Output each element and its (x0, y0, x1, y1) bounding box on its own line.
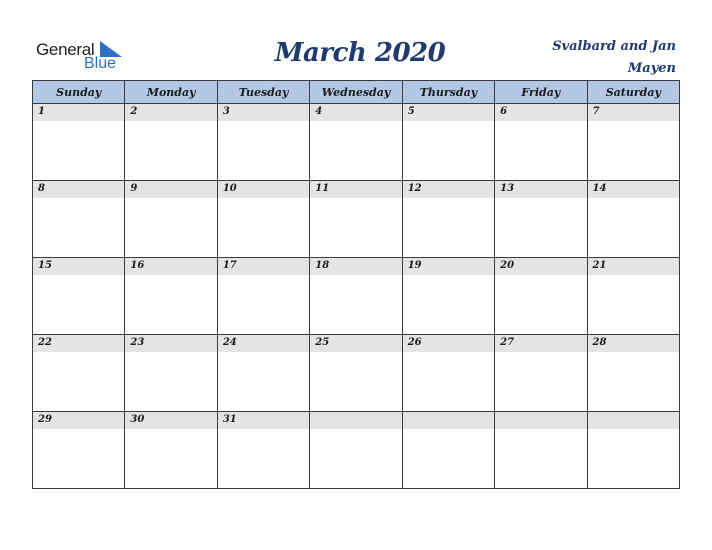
day-cell[interactable] (125, 258, 217, 335)
generalblue-logo (36, 40, 136, 74)
day-number-strip (310, 412, 401, 429)
weekday-saturday: Saturday (587, 81, 679, 104)
day-number-strip (125, 104, 216, 121)
weekday-tuesday: Tuesday (217, 81, 309, 104)
day-number: 1 (38, 106, 45, 117)
day-number: 21 (592, 260, 607, 271)
day-number-strip (33, 181, 124, 198)
day-cell[interactable] (587, 181, 679, 258)
day-cell[interactable] (217, 181, 309, 258)
day-cell[interactable] (587, 104, 679, 181)
weekday-friday: Friday (495, 81, 587, 104)
region-line-2: Mayen (627, 61, 676, 76)
day-cell[interactable] (33, 181, 125, 258)
day-notes-area (588, 275, 679, 333)
calendar-grid (32, 80, 680, 489)
day-number: 8 (38, 183, 45, 194)
day-notes-area (33, 121, 124, 179)
day-cell[interactable] (33, 104, 125, 181)
day-cell[interactable] (310, 258, 402, 335)
day-cell[interactable] (310, 335, 402, 412)
calendar-body (33, 104, 680, 489)
weekday-header-row (33, 81, 680, 104)
day-number: 16 (130, 260, 145, 271)
day-number-strip (218, 104, 309, 121)
day-number-strip (125, 181, 216, 198)
day-notes-area (588, 429, 679, 487)
day-number-strip (588, 335, 679, 352)
day-number: 5 (407, 106, 415, 117)
day-number-strip (310, 335, 401, 352)
day-cell[interactable] (310, 412, 402, 489)
day-cell[interactable] (495, 335, 587, 412)
day-number: 29 (38, 414, 52, 425)
day-number-strip (495, 104, 586, 121)
day-number-strip (588, 412, 679, 429)
day-number-strip (588, 104, 679, 121)
day-cell[interactable] (217, 258, 309, 335)
day-number-strip (403, 412, 494, 429)
day-number: 12 (407, 183, 422, 194)
day-number: 19 (407, 260, 422, 271)
day-notes-area (495, 352, 586, 410)
day-notes-area (218, 352, 309, 410)
day-number: 3 (222, 106, 230, 117)
day-notes-area (495, 429, 586, 487)
day-cell[interactable] (33, 335, 125, 412)
day-number-strip (310, 104, 401, 121)
day-cell[interactable] (125, 412, 217, 489)
day-number: 6 (500, 106, 508, 117)
day-notes-area (218, 121, 309, 179)
day-cell[interactable] (217, 412, 309, 489)
day-notes-area (33, 352, 124, 410)
day-cell[interactable] (125, 104, 217, 181)
day-number-strip (403, 258, 494, 275)
day-number: 30 (130, 414, 145, 425)
day-number-strip (403, 181, 494, 198)
day-number-strip (495, 335, 586, 352)
day-notes-area (125, 275, 216, 333)
weekday-thursday: Thursday (402, 81, 494, 104)
weekday-wednesday: Wednesday (310, 81, 402, 104)
day-number: 23 (130, 337, 145, 348)
day-number-strip (588, 258, 679, 275)
day-notes-area (495, 121, 586, 179)
calendar-title: March 2020 (274, 38, 446, 68)
day-number-strip (495, 258, 586, 275)
day-cell[interactable] (495, 412, 587, 489)
region-line-1: Svalbard and Jan (552, 39, 676, 54)
day-number: 4 (315, 106, 323, 117)
week-row (33, 258, 680, 335)
week-row (33, 104, 680, 181)
day-cell[interactable] (402, 104, 494, 181)
day-notes-area (33, 198, 124, 256)
day-notes-area (495, 198, 586, 256)
day-number: 10 (222, 183, 237, 194)
day-cell[interactable] (587, 258, 679, 335)
day-cell[interactable] (587, 412, 679, 489)
day-number: 28 (592, 337, 607, 348)
day-number: 15 (38, 260, 52, 271)
day-number: 14 (592, 183, 607, 194)
day-cell[interactable] (217, 335, 309, 412)
day-number-strip (33, 258, 124, 275)
day-number: 18 (315, 260, 330, 271)
logo-text-general: General (36, 40, 95, 59)
day-notes-area (310, 352, 401, 410)
day-number-strip (33, 412, 124, 429)
day-cell[interactable] (217, 104, 309, 181)
day-notes-area (495, 275, 586, 333)
day-number: 11 (315, 183, 330, 194)
day-cell[interactable] (587, 335, 679, 412)
day-cell[interactable] (33, 258, 125, 335)
day-cell[interactable] (125, 181, 217, 258)
week-row (33, 335, 680, 412)
day-notes-area (403, 275, 494, 333)
day-cell[interactable] (402, 335, 494, 412)
week-row (33, 181, 680, 258)
day-notes-area (218, 429, 309, 487)
day-notes-area (403, 429, 494, 487)
day-number-strip (218, 335, 309, 352)
day-number: 31 (222, 414, 237, 425)
day-notes-area (403, 198, 494, 256)
day-number-strip (33, 104, 124, 121)
day-number-strip (310, 181, 401, 198)
day-notes-area (588, 121, 679, 179)
day-notes-area (588, 198, 679, 256)
day-cell[interactable] (310, 104, 402, 181)
day-number: 2 (130, 106, 138, 117)
day-notes-area (218, 198, 309, 256)
day-notes-area (218, 275, 309, 333)
day-number-strip (125, 412, 216, 429)
day-notes-area (403, 352, 494, 410)
day-number-strip (218, 258, 309, 275)
day-notes-area (33, 429, 124, 487)
day-number-strip (403, 335, 494, 352)
day-notes-area (33, 275, 124, 333)
day-cell[interactable] (402, 412, 494, 489)
day-number: 25 (315, 337, 330, 348)
day-number: 22 (38, 337, 52, 348)
day-notes-area (125, 352, 216, 410)
day-number-strip (495, 412, 586, 429)
day-notes-area (125, 121, 216, 179)
weekday-monday: Monday (125, 81, 217, 104)
day-number-strip (403, 104, 494, 121)
day-number: 24 (222, 337, 237, 348)
day-number-strip (125, 258, 216, 275)
day-cell[interactable] (402, 258, 494, 335)
day-notes-area (310, 275, 401, 333)
day-cell[interactable] (33, 412, 125, 489)
day-cell[interactable] (495, 181, 587, 258)
day-number: 13 (500, 183, 515, 194)
region-name (526, 36, 676, 80)
day-number-strip (495, 181, 586, 198)
day-notes-area (125, 198, 216, 256)
day-number-strip (33, 335, 124, 352)
day-number-strip (218, 181, 309, 198)
day-cell[interactable] (125, 335, 217, 412)
logo-text-blue: Blue (84, 55, 117, 72)
day-number: 27 (500, 337, 515, 348)
day-notes-area (310, 429, 401, 487)
week-row (33, 412, 680, 489)
day-cell[interactable] (310, 181, 402, 258)
day-number: 9 (130, 183, 138, 194)
day-notes-area (588, 352, 679, 410)
day-number-strip (218, 412, 309, 429)
weekday-sunday: Sunday (33, 81, 125, 104)
day-cell[interactable] (495, 258, 587, 335)
day-cell[interactable] (402, 181, 494, 258)
day-number: 7 (592, 106, 600, 117)
day-number-strip (310, 258, 401, 275)
day-notes-area (125, 429, 216, 487)
day-cell[interactable] (495, 104, 587, 181)
day-number-strip (125, 335, 216, 352)
day-number: 20 (500, 260, 515, 271)
day-number: 17 (222, 260, 237, 271)
day-notes-area (310, 121, 401, 179)
day-notes-area (403, 121, 494, 179)
day-number-strip (588, 181, 679, 198)
day-notes-area (310, 198, 401, 256)
day-number: 26 (407, 337, 422, 348)
